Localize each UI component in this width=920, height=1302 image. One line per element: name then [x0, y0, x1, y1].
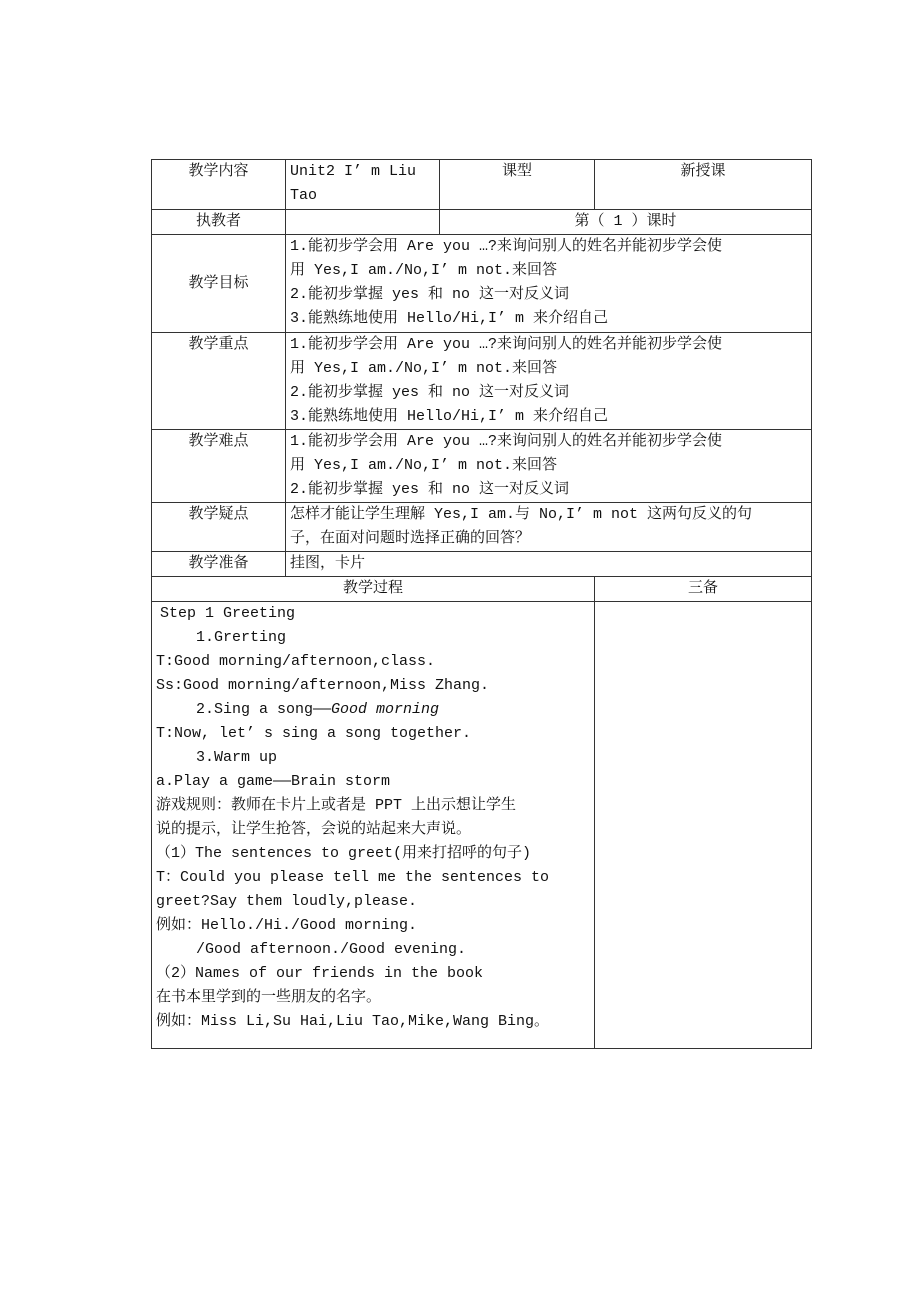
lesson-plan-table: [151, 159, 812, 1049]
section-line: 1.能初步学会用 Are you …?来询问别人的姓名并能初步学会使: [290, 336, 723, 353]
process-line-text: a.Play a game——Brain storm: [156, 773, 391, 790]
teacher-value: [286, 210, 440, 235]
section-row: [152, 235, 812, 333]
process-line: [156, 794, 590, 818]
section-row: [152, 430, 812, 503]
section-label: 教学目标: [152, 235, 286, 333]
section-row: [152, 503, 812, 552]
process-line: [156, 962, 590, 986]
process-line-text: （1）The sentences to greet(用来打招呼的句子): [156, 845, 532, 862]
section-line: 3.能熟练地使用 Hello/Hi,I’ m 来介绍自己: [290, 310, 609, 327]
process-line-text: （2）Names of our friends in the book: [156, 965, 484, 982]
process-line: [156, 818, 590, 842]
process-line-text: 游戏规则：教师在卡片上或者是 PPT 上出示想让学生: [156, 797, 517, 814]
process-line-text: 例如：Hello./Hi./Good morning.: [156, 917, 418, 934]
process-line-text: T:Good morning/afternoon,class.: [156, 653, 436, 670]
section-line: 3.能熟练地使用 Hello/Hi,I’ m 来介绍自己: [290, 408, 609, 425]
process-line: [156, 866, 590, 890]
content-value: [286, 160, 440, 210]
teacher-label: 执教者: [152, 210, 286, 235]
process-line-text: T：Could you please tell me the sentences to: [156, 869, 550, 886]
side-notes: [595, 602, 812, 1049]
section-line: 2.能初步掌握 yes 和 no 这一对反义词: [290, 384, 570, 401]
process-line-text: 在书本里学到的一些朋友的名字。: [156, 989, 382, 1006]
section-content: [286, 430, 812, 503]
process-line-text: 2.Sing a song——: [196, 701, 332, 718]
process-content: [152, 602, 595, 1049]
type-value: 新授课: [595, 160, 812, 210]
process-line: [156, 770, 590, 794]
process-line-text: 3.Warm up: [196, 749, 278, 766]
section-label: 教学重点: [152, 333, 286, 430]
section-content: [286, 333, 812, 430]
process-line: [156, 986, 590, 1010]
type-label: 课型: [440, 160, 595, 210]
section-line: 1.能初步学会用 Are you …?来询问别人的姓名并能初步学会使: [290, 238, 723, 255]
process-line: [156, 674, 590, 698]
section-line: 用 Yes,I am./No,I’ m not.来回答: [290, 360, 558, 377]
process-line-text: Step 1 Greeting: [160, 605, 296, 622]
process-line: [156, 746, 590, 770]
process-line: [156, 602, 590, 626]
song-title: Good morning: [331, 701, 440, 718]
process-line: [156, 650, 590, 674]
process-line-text: Ss:Good morning/afternoon,Miss Zhang.: [156, 677, 490, 694]
process-line-text: 例如：Miss Li,Su Hai,Liu Tao,Mike,Wang Bing。: [156, 1013, 550, 1030]
process-line-text: 说的提示，让学生抢答，会说的站起来大声说。: [156, 821, 472, 838]
section-line: 2.能初步掌握 yes 和 no 这一对反义词: [290, 481, 570, 498]
section-line: 挂图，卡片: [290, 555, 366, 572]
process-line-text: /Good afternoon./Good evening.: [196, 941, 467, 958]
process-line: [156, 722, 590, 746]
section-line: 子，在面对问题时选择正确的回答？: [290, 530, 531, 547]
content-label: 教学内容: [152, 160, 286, 210]
process-line: [156, 626, 590, 650]
process-line: [156, 842, 590, 866]
process-line: [156, 914, 590, 938]
process-line-text: T:Now, let’ s sing a song together.: [156, 725, 472, 742]
process-line-text: 1.Grerting: [196, 629, 287, 646]
section-content: [286, 503, 812, 552]
section-label: 教学难点: [152, 430, 286, 503]
section-line: 用 Yes,I am./No,I’ m not.来回答: [290, 262, 558, 279]
process-line-text: greet?Say them loudly,please.: [156, 893, 418, 910]
section-row: [152, 333, 812, 430]
section-content: [286, 235, 812, 333]
content-line: Tao: [290, 187, 318, 204]
section-row: [152, 552, 812, 577]
process-line: [156, 698, 590, 722]
period: 第（ 1 ）课时: [440, 210, 812, 235]
section-line: 2.能初步掌握 yes 和 no 这一对反义词: [290, 286, 570, 303]
side-header: 三备: [595, 577, 812, 602]
section-content: [286, 552, 812, 577]
section-line: 用 Yes,I am./No,I’ m not.来回答: [290, 457, 558, 474]
process-line: [156, 938, 590, 962]
process-line: [156, 1010, 590, 1034]
section-line: 怎样才能让学生理解 Yes,I am.与 No,I’ m not 这两句反义的句: [290, 506, 753, 523]
section-label: 教学疑点: [152, 503, 286, 552]
process-header: 教学过程: [152, 577, 595, 602]
process-line: [156, 890, 590, 914]
section-label: 教学准备: [152, 552, 286, 577]
section-line: 1.能初步学会用 Are you …?来询问别人的姓名并能初步学会使: [290, 433, 723, 450]
content-line: Unit2 I’ m Liu: [290, 163, 417, 180]
